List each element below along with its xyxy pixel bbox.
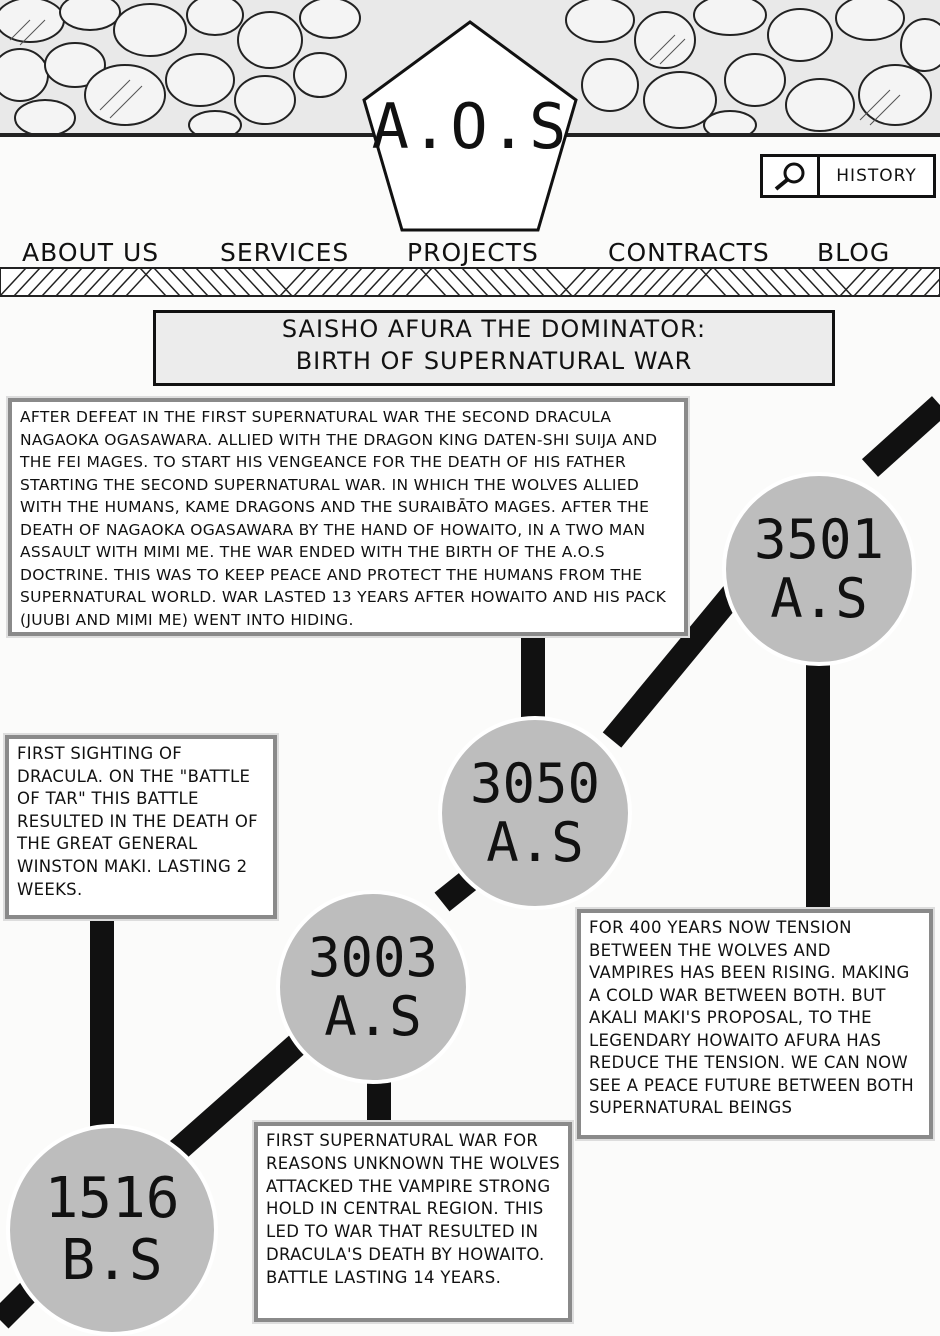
year-circle-1516[interactable] [6, 1124, 218, 1336]
event-card-3050: FOR 400 YEARS NOW TENSION BETWEEN THE WOLVES AND VAMPIRES HAS BEEN RISING. MAKING A COLD WAR BETWEEN BOTH. BUT AKALI MAKI'S PROPOSAL, TO THE LEGENDARY HOWAITO AFURA HAS REDUCE THE TENSION. WE CAN NOW SEE A PEACE FUTURE BETWEEN BOTH SUPERNATURAL BEINGS [577, 909, 933, 1139]
era-3501: A.S [770, 567, 868, 630]
nav-services[interactable]: SERVICES [220, 238, 350, 267]
logo-text: A.O.S [371, 90, 569, 163]
timeline-line-top [870, 405, 940, 468]
event-card-3003: FIRST SIGHTING OF DRACULA. ON THE "BATTLE OF TAR" THIS BATTLE RESULTED IN THE DEATH OF THE GREAT GENERAL WINSTON MAKI. LASTING 2 WEEKS. [5, 735, 277, 919]
year-circle-3050[interactable] [438, 716, 632, 910]
era-3003: A.S [324, 985, 422, 1048]
history-label[interactable]: HISTORY [836, 166, 917, 186]
timeline-line-bottom [0, 1290, 30, 1320]
year-3501: 3501 [753, 507, 885, 571]
era-3050: A.S [486, 811, 584, 874]
event-card-3501: AFTER DEFEAT IN THE FIRST SUPERNATURAL WAR THE SECOND DRACULA NAGAOKA OGASAWARA. ALLIED WITH THE DRAGON KING DATEN-SHI SUIJA AND THE FEI MAGES. TO START HIS VENGEANCE FOR THE DEATH OF HIS FATHER STARTING THE SECOND SUPERNATURAL WAR. IN WHICH THE WOLVES ALLIED WITH THE HUMANS, KAME DRAGONS AND THE SURAIBĀTO MAGES. AFTER THE DEATH OF NAGAOKA OGASAWARA BY THE HAND OF HOWAITO, IN A TWO MAN ASSAULT WITH MIMI ME. THE WAR ENDED WITH THE BIRTH OF THE A.O.S DOCTRINE. THIS WAS TO KEEP PEACE AND PROTECT THE HUMANS FROM THE SUPERNATURAL WORLD. WAR LASTED 13 YEARS AFTER HOWAITO AND HIS PACK (JUUBI AND MIMI ME) WENT INTO HIDING. [8, 398, 688, 636]
event-card-1516: FIRST SUPERNATURAL WAR FOR REASONS UNKNOWN THE WOLVES ATTACKED THE VAMPIRE STRONG HOLD IN CENTRAL REGION. THIS LED TO WAR THAT RESULTED IN DRACULA'S DEATH BY HOWAITO. BATTLE LASTING 14 YEARS. [254, 1122, 572, 1322]
nav-blog[interactable]: BLOG [817, 238, 891, 267]
year-3050: 3050 [469, 751, 601, 815]
year-circle-3501[interactable] [722, 472, 916, 666]
page-title-line-2: BIRTH OF SUPERNATURAL WAR [295, 347, 693, 375]
year-3003: 3003 [307, 925, 439, 989]
year-circle-3003[interactable] [276, 890, 470, 1084]
nav-contracts[interactable]: CONTRACTS [608, 238, 770, 267]
nav-about-us[interactable]: ABOUT US [22, 238, 160, 267]
page-title-line-1: SAISHO AFURA THE DOMINATOR: [281, 315, 707, 343]
nav-projects[interactable]: PROJECTS [407, 238, 539, 267]
era-1516: B.S [61, 1228, 163, 1293]
year-1516: 1516 [44, 1166, 180, 1232]
